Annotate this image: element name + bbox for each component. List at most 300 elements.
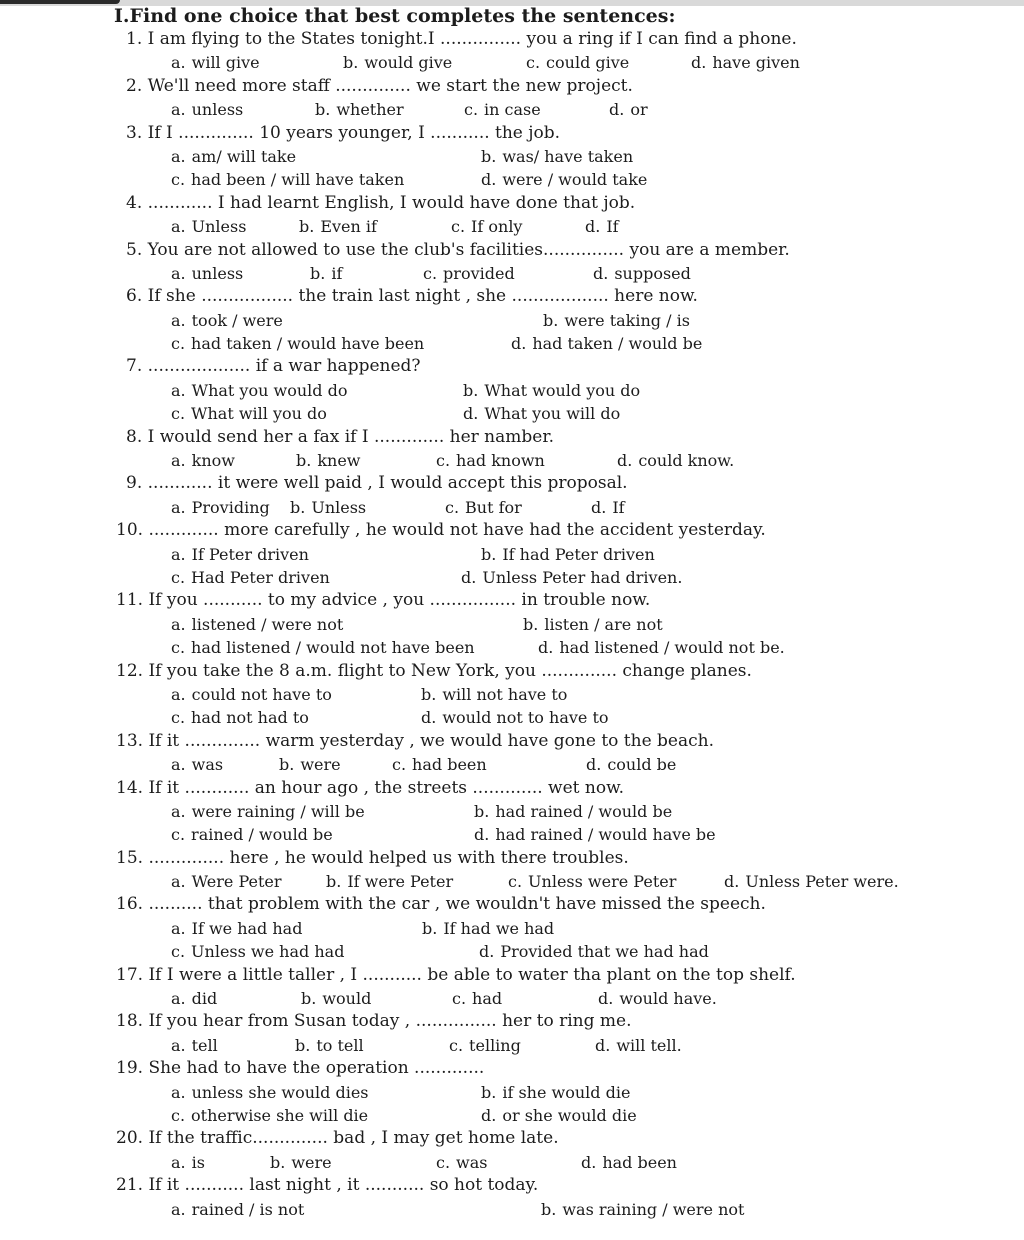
option-a[interactable] [171,987,217,1010]
question-number: 13. [116,730,144,751]
option-b[interactable] [270,1151,332,1174]
option-letter: d. [585,217,601,237]
question-stem: If the traffic.............. bad , I may get home late. [148,1128,559,1149]
option-d[interactable] [421,706,609,729]
option-letter: c. [171,404,186,424]
option-d[interactable] [598,987,717,1010]
option-letter: b. [315,100,331,120]
options-row [114,823,974,846]
option-letter: b. [326,872,342,892]
question-16 [114,893,974,916]
option-letter: b. [463,380,479,400]
option-text: Were Peter [191,872,282,892]
option-a[interactable] [171,613,343,636]
option-c[interactable] [171,706,309,729]
option-text: if [331,263,343,283]
option-letter: a. [171,380,186,400]
worksheet-title: I.Find one choice that best completes the sentences: [114,5,676,27]
question-stem: I am flying to the States tonight.I ............... you a ring if I can find a phone. [147,29,797,49]
option-a[interactable] [171,449,235,472]
question-3 [114,122,974,145]
option-b[interactable] [315,98,404,121]
option-d[interactable] [586,753,676,776]
option-letter: c. [171,638,186,658]
option-letter: d. [586,755,602,775]
question-stem: If it ........... last night , it ........... so hot today. [148,1175,539,1196]
options-row [114,987,974,1010]
option-d[interactable] [595,1034,682,1057]
question-10 [114,519,974,542]
option-text: would [322,989,372,1009]
option-letter: a. [171,614,186,634]
option-text: had known [456,451,545,471]
option-text: could not have to [191,684,332,704]
option-letter: b. [422,918,438,938]
question-number: 21. [116,1175,144,1196]
question-number: 19. [116,1058,144,1079]
option-letter: b. [421,684,437,704]
question-stem: ............ I had learnt English, I would have done that job. [147,192,636,213]
option-text: Providing [191,497,270,517]
options-row [114,262,974,285]
option-a[interactable] [171,98,243,121]
question-number: 11. [116,590,144,611]
option-c[interactable] [436,1151,488,1174]
question-18 [114,1010,974,1033]
option-a[interactable] [171,309,283,332]
option-text: Unless Peter were. [745,872,899,892]
option-text: If [612,497,625,517]
options-row [114,706,974,729]
option-b[interactable] [523,613,663,636]
option-letter: a. [171,1152,186,1172]
option-text: rained / is not [191,1199,305,1219]
option-letter: d. [595,1035,611,1055]
option-text: would give [364,53,453,73]
option-d[interactable] [474,823,716,846]
option-text: Provided that we had had [500,942,709,962]
option-d[interactable] [617,449,734,472]
question-2 [114,75,974,98]
question-number: 10. [116,520,144,541]
options-row [114,940,974,963]
option-text: unless [191,100,244,120]
option-text: telling [469,1035,521,1055]
option-text: supposed [614,263,691,283]
option-text: will give [191,53,260,73]
option-c[interactable] [508,870,676,893]
option-text: if she would die [502,1082,631,1102]
option-letter: a. [171,1035,186,1055]
option-text: Unless were Peter [528,872,677,892]
option-text: whether [336,100,404,120]
option-letter: b. [474,801,490,821]
question-stem: .......... that problem with the car , we wouldn't have missed the speech. [148,894,766,915]
option-text: were raining / will be [191,801,365,821]
option-a[interactable] [171,145,296,168]
question-1 [114,28,974,51]
option-letter: b. [279,755,295,775]
option-d[interactable] [461,566,682,589]
option-text: could be [607,755,677,775]
option-b[interactable] [421,683,567,706]
option-b[interactable] [310,262,342,285]
question-number: 18. [116,1011,144,1032]
options-row [114,800,974,823]
option-letter: c. [445,497,460,517]
option-text: listen / are not [544,614,663,634]
option-b[interactable] [299,215,377,238]
option-d[interactable] [593,262,691,285]
option-b[interactable] [296,449,361,472]
question-stem: If I were a little taller , I ........... be able to water tha plant on the top shelf. [148,964,796,985]
option-d[interactable] [691,51,800,74]
option-a[interactable] [171,51,260,74]
option-text: will not have to [442,684,568,704]
option-text: Unless [311,497,367,517]
option-text: had not had to [191,708,309,728]
option-text: rained / would be [191,825,333,845]
option-letter: a. [171,1082,186,1102]
option-letter: d. [581,1152,597,1172]
option-d[interactable] [511,332,702,355]
option-c[interactable] [171,168,404,191]
option-c[interactable] [449,1034,521,1057]
option-letter: c. [436,451,451,471]
option-letter: c. [171,567,186,587]
options-row [114,379,974,402]
option-c[interactable] [526,51,629,74]
question-number: 12. [116,660,144,681]
option-letter: c. [171,334,186,354]
option-a[interactable] [171,496,270,519]
option-text: had been / will have taken [191,170,405,190]
option-text: had [472,989,503,1009]
options-row [114,1151,974,1174]
option-a[interactable] [171,262,243,285]
option-letter: d. [511,334,527,354]
option-d[interactable] [591,496,625,519]
option-text: had listened / would not have been [191,638,475,658]
option-a[interactable] [171,683,332,706]
option-text: am/ will take [191,146,297,166]
option-b[interactable] [279,753,341,776]
option-b[interactable] [541,1198,744,1221]
option-letter: a. [171,918,186,938]
question-stem: ............. more carefully , he would not have had the accident yesterday. [148,520,766,541]
option-b[interactable] [326,870,453,893]
option-text: listened / were not [191,614,344,634]
option-letter: a. [171,684,186,704]
option-b[interactable] [543,309,690,332]
option-text: have given [712,53,800,73]
option-text: was/ have taken [502,146,634,166]
option-letter: a. [171,310,186,330]
option-letter: b. [295,1035,311,1055]
option-text: would have. [619,989,717,1009]
options-row [114,449,974,472]
option-text: What would you do [484,380,641,400]
option-text: were [291,1152,332,1172]
options-row [114,496,974,519]
question-list [114,28,974,1221]
option-a[interactable] [171,870,282,893]
option-c[interactable] [392,753,487,776]
option-a[interactable] [171,543,309,566]
option-a[interactable] [171,379,347,402]
option-letter: d. [609,100,625,120]
option-b[interactable] [463,379,640,402]
option-letter: b. [290,497,306,517]
option-text: If only [471,217,523,237]
option-letter: c. [171,708,186,728]
option-letter: c. [508,872,523,892]
option-letter: d. [463,404,479,424]
option-letter: d. [591,497,607,517]
option-text: had been [602,1152,677,1172]
option-letter: c. [464,100,479,120]
question-stem: .............. here , he would helped us with there troubles. [148,847,629,868]
options-row [114,145,974,168]
option-text: had taken / would be [532,334,703,354]
option-text: had rained / would have be [495,825,716,845]
option-text: Even if [320,217,377,237]
options-row [114,613,974,636]
options-row [114,309,974,332]
question-4 [114,192,974,215]
options-row [114,636,974,659]
options-row [114,1081,974,1104]
option-d[interactable] [724,870,899,893]
options-row [114,332,974,355]
option-text: know [191,451,235,471]
option-text: is [191,1152,205,1172]
option-a[interactable] [171,1151,205,1174]
option-letter: b. [343,53,359,73]
option-text: Had Peter driven [191,567,330,587]
option-letter: d. [481,1105,497,1125]
option-d[interactable] [463,402,620,425]
option-b[interactable] [290,496,366,519]
option-text: were taking / is [564,310,690,330]
option-a[interactable] [171,917,302,940]
options-row [114,51,974,74]
option-d[interactable] [609,98,648,121]
option-letter: d. [617,451,633,471]
question-number: 16. [116,894,144,915]
option-c[interactable] [452,987,502,1010]
option-c[interactable] [171,636,475,659]
option-letter: a. [171,755,186,775]
options-row [114,98,974,121]
options-row [114,1104,974,1127]
option-text: If were Peter [347,872,454,892]
option-letter: a. [171,801,186,821]
option-text: unless [191,263,244,283]
option-letter: d. [598,989,614,1009]
option-text: unless she would dies [191,1082,369,1102]
option-letter: d. [538,638,554,658]
option-text: Unless [191,217,247,237]
question-9 [114,472,974,495]
option-letter: d. [691,53,707,73]
option-letter: a. [171,451,186,471]
option-b[interactable] [481,543,655,566]
option-letter: a. [171,146,186,166]
option-c[interactable] [171,566,330,589]
question-stem: If you take the 8 a.m. flight to New York, you .............. change planes. [148,660,752,681]
option-letter: b. [310,263,326,283]
option-b[interactable] [474,800,672,823]
options-row [114,168,974,191]
option-letter: b. [301,989,317,1009]
option-d[interactable] [585,215,619,238]
question-number: 1. [126,29,143,49]
option-letter: b. [543,310,559,330]
option-text: What you will do [484,404,621,424]
option-d[interactable] [479,940,709,963]
options-row [114,402,974,425]
option-text: were / would take [502,170,648,190]
top-bar-shadow [0,0,120,4]
question-number: 15. [116,847,144,868]
option-text: tell [191,1035,218,1055]
option-text: provided [443,263,515,283]
question-stem: She had to have the operation ............. [148,1058,485,1079]
option-c[interactable] [171,823,333,846]
question-stem: If I .............. 10 years younger, I ........... the job. [147,122,561,143]
option-letter: c. [452,989,467,1009]
option-text: If [606,217,619,237]
option-letter: b. [296,451,312,471]
option-letter: a. [171,100,186,120]
option-b[interactable] [422,917,554,940]
question-5 [114,239,974,262]
options-row [114,215,974,238]
option-a[interactable] [171,215,246,238]
option-a[interactable] [171,1034,218,1057]
option-b[interactable] [481,145,633,168]
options-row [114,870,974,893]
option-letter: a. [171,544,186,564]
question-number: 6. [126,286,143,307]
option-letter: d. [479,942,495,962]
option-letter: a. [171,872,186,892]
option-text: was raining / were not [562,1199,745,1219]
option-a[interactable] [171,800,365,823]
question-6 [114,285,974,308]
option-b[interactable] [343,51,452,74]
option-c[interactable] [171,402,327,425]
question-19 [114,1057,974,1080]
option-c[interactable] [171,332,424,355]
options-row [114,566,974,589]
option-a[interactable] [171,1198,304,1221]
option-c[interactable] [423,262,515,285]
option-letter: a. [171,263,186,283]
option-text: knew [317,451,361,471]
option-d[interactable] [481,168,647,191]
option-text: If Peter driven [191,544,309,564]
option-c[interactable] [445,496,522,519]
option-text: But for [465,497,522,517]
option-c[interactable] [171,940,344,963]
options-row [114,917,974,940]
option-text: in case [484,100,541,120]
option-a[interactable] [171,753,223,776]
question-number: 7. [126,356,143,377]
question-stem: ................... if a war happened? [147,356,421,377]
option-text: to tell [316,1035,364,1055]
option-text: had been [412,755,487,775]
question-20 [114,1127,974,1150]
question-stem: You are not allowed to use the club's facilities............... you are a member. [147,239,790,260]
option-text: was [456,1152,488,1172]
option-letter: b. [481,544,497,564]
question-15 [114,847,974,870]
question-14 [114,777,974,800]
option-letter: b. [523,614,539,634]
option-text: What will you do [191,404,327,424]
question-8 [114,426,974,449]
option-letter: c. [392,755,407,775]
option-text: did [191,989,218,1009]
option-letter: b. [541,1199,557,1219]
question-number: 14. [116,777,144,798]
option-text: had rained / would be [495,801,673,821]
question-stem: If you hear from Susan today , ............... her to ring me. [148,1011,632,1032]
option-letter: d. [593,263,609,283]
option-letter: a. [171,217,186,237]
option-c[interactable] [171,1104,368,1127]
question-number: 4. [126,192,143,213]
option-letter: c. [171,942,186,962]
option-text: What you would do [191,380,348,400]
option-letter: c. [526,53,541,73]
worksheet [114,4,974,1221]
option-a[interactable] [171,1081,369,1104]
option-letter: a. [171,53,186,73]
option-d[interactable] [481,1104,637,1127]
option-b[interactable] [481,1081,630,1104]
option-letter: d. [421,708,437,728]
options-row [114,543,974,566]
option-letter: d. [461,567,477,587]
option-text: will tell. [616,1035,682,1055]
question-number: 17. [116,964,144,985]
option-letter: c. [451,217,466,237]
option-b[interactable] [295,1034,364,1057]
option-letter: d. [474,825,490,845]
option-text: took / were [191,310,283,330]
option-d[interactable] [538,636,785,659]
option-c[interactable] [464,98,541,121]
option-letter: c. [171,825,186,845]
option-letter: d. [481,170,497,190]
option-letter: c. [171,1105,186,1125]
option-text: had taken / would have been [191,334,425,354]
option-c[interactable] [436,449,545,472]
question-stem: If she ................. the train last night , she .................. here now. [147,286,698,307]
option-b[interactable] [301,987,371,1010]
option-c[interactable] [451,215,522,238]
option-letter: b. [481,1082,497,1102]
question-stem: If it .............. warm yesterday , we would have gone to the beach. [148,730,714,751]
option-d[interactable] [581,1151,677,1174]
option-letter: b. [299,217,315,237]
question-17 [114,964,974,987]
question-12 [114,660,974,683]
